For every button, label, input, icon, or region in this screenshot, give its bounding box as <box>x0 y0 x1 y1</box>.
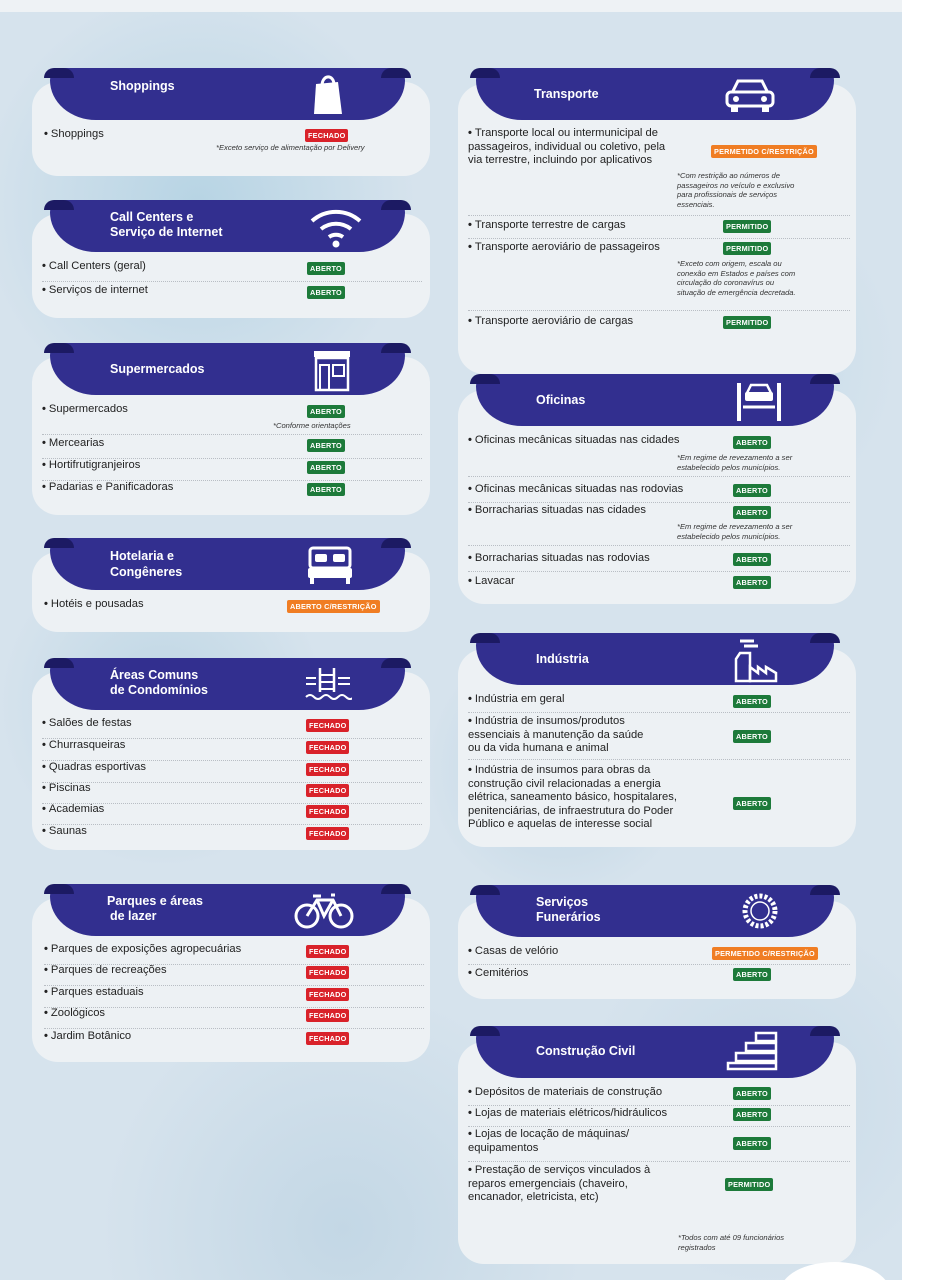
status-badge: ABERTO <box>733 436 771 449</box>
shoppings-note: *Exceto serviço de alimentação por Delivery <box>216 143 365 152</box>
car-icon <box>723 75 777 120</box>
item-label: Borracharias situadas nas cidades <box>474 504 646 516</box>
callcenters-header <box>50 200 405 252</box>
shoppings-row: • Shoppings <box>44 128 104 140</box>
areas-title-1: Áreas Comuns <box>110 668 199 682</box>
status-badge: ABERTO <box>307 461 345 474</box>
wifi-icon <box>308 207 364 254</box>
list-item: • Lavacar <box>468 575 515 587</box>
note-line: conexão em Estados e países com <box>677 268 796 278</box>
oficinas-title: Oficinas <box>536 393 586 407</box>
list-item: • Parques de recreações <box>44 964 424 986</box>
status-badge: FECHADO <box>306 719 349 732</box>
status-badge: FECHADO <box>306 945 349 958</box>
note-line: circulação do coronavírus ou <box>677 278 775 287</box>
note-line: para profissionais de serviços <box>677 190 778 199</box>
oficinas-note-1 <box>677 453 792 472</box>
list-item: • Saunas <box>42 825 87 837</box>
status-badge: FECHADO <box>306 827 349 840</box>
shoppings-label: Shoppings <box>50 128 104 140</box>
supermercados-title: Supermercados <box>110 362 205 376</box>
store-icon <box>310 348 354 397</box>
list-item: • Parques de exposições agropecuárias <box>44 943 424 965</box>
status-badge: ABERTO <box>733 695 771 708</box>
list-item: • Transporte terrestre de cargas <box>468 219 850 239</box>
item-line: construção civil relacionadas a energia <box>468 777 661 790</box>
status-badge: FECHADO <box>306 741 349 754</box>
item-label: Saunas <box>48 825 87 837</box>
list-item: • Call Centers (geral) <box>42 260 422 282</box>
note-line: *Em regime de revezamento a ser <box>677 522 793 531</box>
status-badge: FECHADO <box>306 763 349 776</box>
status-badge: FECHADO <box>305 129 348 142</box>
status-badge: PERMETIDO C/RESTRIÇÃO <box>712 947 818 960</box>
status-badge: ABERTO <box>733 797 771 810</box>
item-label: Call Centers (geral) <box>48 260 146 272</box>
item-label: Borracharias situadas nas rodovias <box>474 552 650 564</box>
list-item: • Cemitérios <box>468 967 529 979</box>
bricks-icon <box>726 1031 780 1076</box>
funerarios-title-2: Funerários <box>536 910 601 924</box>
item-line: Lojas de locação de máquinas/ <box>474 1128 630 1140</box>
transporte-title: Transporte <box>534 87 599 101</box>
status-badge: PERMETIDO C/RESTRIÇÃO <box>711 145 817 158</box>
list-item: • Quadras esportivas <box>42 761 422 783</box>
item-label: Academias <box>48 803 105 815</box>
list-item: • Lojas de materiais elétricos/hidráulicos <box>468 1107 850 1127</box>
top-bar <box>0 0 902 12</box>
parques-title-2: de lazer <box>110 909 157 923</box>
item-label: Salões de festas <box>48 717 132 729</box>
list-item: • Padarias e Panificadoras <box>42 481 174 493</box>
list-item: • Transporte aeroviário de cargas <box>468 315 634 327</box>
callcenters-title-1: Call Centers e <box>110 210 194 224</box>
list-item: • Piscinas <box>42 782 422 804</box>
list-item: • Salões de festas <box>42 717 422 739</box>
status-badge: ABERTO <box>733 1087 771 1100</box>
item-line: elétrica, saneamento básico, hospitalares, <box>468 791 677 803</box>
callcenters-title-2: Serviço de Internet <box>110 225 223 239</box>
item-label: Churrasqueiras <box>48 739 126 751</box>
status-badge: FECHADO <box>306 805 349 818</box>
status-badge: ABERTO <box>733 968 771 981</box>
pool-ladder-icon <box>304 664 352 709</box>
item-label: Parques de recreações <box>50 964 167 976</box>
supermercados-note: *Conforme orientações <box>273 421 351 430</box>
item-label: Indústria em geral <box>474 693 565 705</box>
item-line: penitenciárias, de infraestrutura do Poder <box>468 804 674 817</box>
item-line: via terrestre, incluindo por aplicativos <box>468 154 653 166</box>
transporte-header <box>476 68 834 120</box>
bed-icon <box>306 544 354 591</box>
list-item: • Jardim Botânico <box>44 1030 132 1042</box>
note-line: *Exceto com origem, escala ou <box>677 259 782 268</box>
status-badge: FECHADO <box>306 1032 349 1045</box>
list-item: • Transporte aeroviário de passageiros <box>468 241 850 311</box>
construcao-note <box>678 1233 784 1252</box>
item-line: Indústria de insumos/produtos <box>474 715 625 727</box>
list-item: • Academias <box>42 803 422 825</box>
item-label: Serviços de internet <box>48 284 148 296</box>
bicycle-icon <box>293 890 355 935</box>
status-badge: PERMITIDO <box>723 316 771 329</box>
item-label: Lojas de materiais elétricos/hidráulicos <box>474 1107 668 1119</box>
list-item: • Serviços de internet <box>42 284 148 296</box>
item-label: Jardim Botânico <box>50 1030 132 1042</box>
construcao-header <box>476 1026 834 1078</box>
status-badge: ABERTO <box>733 506 771 519</box>
list-item: • Zoológicos <box>44 1007 424 1029</box>
item-label: Lavacar <box>474 575 515 587</box>
item-line: ou da vida humana e animal <box>468 742 609 754</box>
status-badge: ABERTO <box>733 1108 771 1121</box>
item-label: Hotéis e pousadas <box>50 598 144 610</box>
status-badge: PERMITIDO <box>723 220 771 233</box>
item-label: Oficinas mecânicas situadas nas rodovias <box>474 483 684 495</box>
shoppings-header <box>50 68 405 120</box>
list-item: • Oficinas mecânicas situadas nas rodovias <box>468 483 850 503</box>
item-line: Público e aquelas de interesse social <box>468 818 653 830</box>
status-badge: ABERTO <box>733 484 771 497</box>
note-line: *Em regime de revezamento a ser <box>677 453 793 462</box>
item-label: Parques de exposições agropecuárias <box>50 943 242 955</box>
note-line: registrados <box>678 1242 716 1252</box>
status-badge: ABERTO <box>733 1137 771 1150</box>
status-badge: ABERTO <box>307 439 345 452</box>
list-item: • Prestação de serviços vinculados à reparos emergenciais (chaveiro, encanador, eletricista, etc) <box>468 1164 850 1205</box>
status-badge: ABERTO C/RESTRIÇÃO <box>287 600 380 613</box>
industria-title: Indústria <box>536 652 589 666</box>
item-line: equipamentos <box>468 1141 539 1154</box>
transporte-note-2 <box>677 259 796 297</box>
note-line: situação de emergência decretada. <box>677 287 796 297</box>
parques-title-1: Parques e áreas <box>107 894 203 908</box>
item-line: Transporte local ou intermunicipal de <box>474 127 658 139</box>
list-item: • Borracharias situadas nas cidades <box>468 504 850 546</box>
list-item: • Hotéis e pousadas <box>44 598 144 610</box>
list-item: • Transporte local ou intermunicipal de passageiros, individual ou coletivo, pela via terrestre, incluindo por aplicativos <box>468 127 850 216</box>
note-line: estabelecido pelos municípios. <box>677 462 781 472</box>
car-lift-icon <box>735 379 783 428</box>
supermercados-header <box>50 343 405 395</box>
oficinas-note-2 <box>677 522 792 541</box>
item-line: passageiros, individual ou coletivo, pela <box>468 140 666 153</box>
list-item: • Depósitos de materiais de construção <box>468 1086 850 1106</box>
note-line: passageiros no veículo e exclusivo <box>677 180 795 190</box>
item-label: Parques estaduais <box>50 986 144 998</box>
status-badge: ABERTO <box>307 286 345 299</box>
shopping-bag-icon <box>308 72 348 121</box>
status-badge: PERMITIDO <box>725 1178 773 1191</box>
areas-title-2: de Condomínios <box>110 683 208 697</box>
item-line: encanador, eletricista, etc) <box>468 1191 599 1203</box>
item-label: Hortifrutigranjeiros <box>48 459 141 471</box>
wreath-icon <box>738 889 782 938</box>
hotelaria-title-2: Congêneres <box>110 565 183 579</box>
list-item: • Casas de velório <box>468 945 850 965</box>
status-badge: FECHADO <box>306 966 349 979</box>
status-badge: ABERTO <box>307 405 345 418</box>
construcao-title: Construção Civil <box>536 1044 636 1058</box>
item-line: Prestação de serviços vinculados à <box>474 1164 651 1176</box>
item-label: Oficinas mecânicas situadas nas cidades <box>474 434 680 446</box>
corner-decoration <box>780 1262 890 1280</box>
factory-icon <box>732 637 780 688</box>
status-badge: ABERTO <box>307 483 345 496</box>
list-item: • Indústria de insumos/produtos essenciais à manutenção da saúde ou da vida humana e animal <box>468 715 850 760</box>
item-line: reparos emergenciais (chaveiro, <box>468 1177 628 1190</box>
item-label: Supermercados <box>48 403 128 415</box>
list-item: • Borracharias situadas nas rodovias <box>468 552 850 572</box>
item-line: essenciais à manutenção da saúde <box>468 728 644 741</box>
status-badge: FECHADO <box>306 988 349 1001</box>
industria-header <box>476 633 834 685</box>
list-item: • Oficinas mecânicas situadas nas cidades <box>468 434 850 477</box>
note-line: *Todos com até 09 funcionários <box>678 1233 785 1242</box>
item-label: Zoológicos <box>50 1007 106 1019</box>
list-item: • Parques estaduais <box>44 986 424 1008</box>
item-label: Transporte aeroviário de passageiros <box>474 241 660 253</box>
transporte-note-1 <box>677 171 794 209</box>
status-badge: FECHADO <box>306 784 349 797</box>
oficinas-header <box>476 374 834 426</box>
list-item: • Indústria em geral <box>468 693 850 713</box>
note-line: estabelecido pelos municípios. <box>677 531 781 541</box>
list-item: • Supermercados <box>42 403 422 435</box>
status-badge: PERMITIDO <box>723 242 771 255</box>
list-item: • Indústria de insumos para obras da construção civil relacionadas a energia elétrica, saneamento básico, hospitalares, penitenciárias, de infraestrutura do Poder Público e aquelas de interesse social <box>468 764 850 832</box>
right-margin <box>902 0 940 1280</box>
parques-header <box>50 884 405 936</box>
item-label: Mercearias <box>48 437 105 449</box>
funerarios-title-1: Serviços <box>536 895 589 909</box>
item-label: Transporte aeroviário de cargas <box>474 315 634 327</box>
status-badge: ABERTO <box>733 576 771 589</box>
item-label: Cemitérios <box>474 967 529 979</box>
list-item: • Mercearias <box>42 437 422 459</box>
status-badge: ABERTO <box>307 262 345 275</box>
hotelaria-header <box>50 538 405 590</box>
item-label: Depósitos de materiais de construção <box>474 1086 663 1098</box>
item-label: Casas de velório <box>474 945 559 957</box>
item-line: Indústria de insumos para obras da <box>474 764 651 776</box>
list-item: • Hortifrutigranjeiros <box>42 459 422 481</box>
note-line: essenciais. <box>677 199 715 209</box>
status-badge: ABERTO <box>733 730 771 743</box>
list-item: • Churrasqueiras <box>42 739 422 761</box>
status-badge: ABERTO <box>733 553 771 566</box>
areas-header <box>50 658 405 710</box>
item-label: Piscinas <box>48 782 91 794</box>
funerarios-header <box>476 885 834 937</box>
item-label: Transporte terrestre de cargas <box>474 219 626 231</box>
item-label: Padarias e Panificadoras <box>48 481 174 493</box>
note-line: *Com restrição ao números de <box>677 171 780 180</box>
list-item: • Lojas de locação de máquinas/ equipamentos <box>468 1128 850 1162</box>
hotelaria-title-1: Hotelaria e <box>110 549 174 563</box>
status-badge: FECHADO <box>306 1009 349 1022</box>
item-label: Quadras esportivas <box>48 761 146 773</box>
shoppings-title: Shoppings <box>110 79 175 93</box>
